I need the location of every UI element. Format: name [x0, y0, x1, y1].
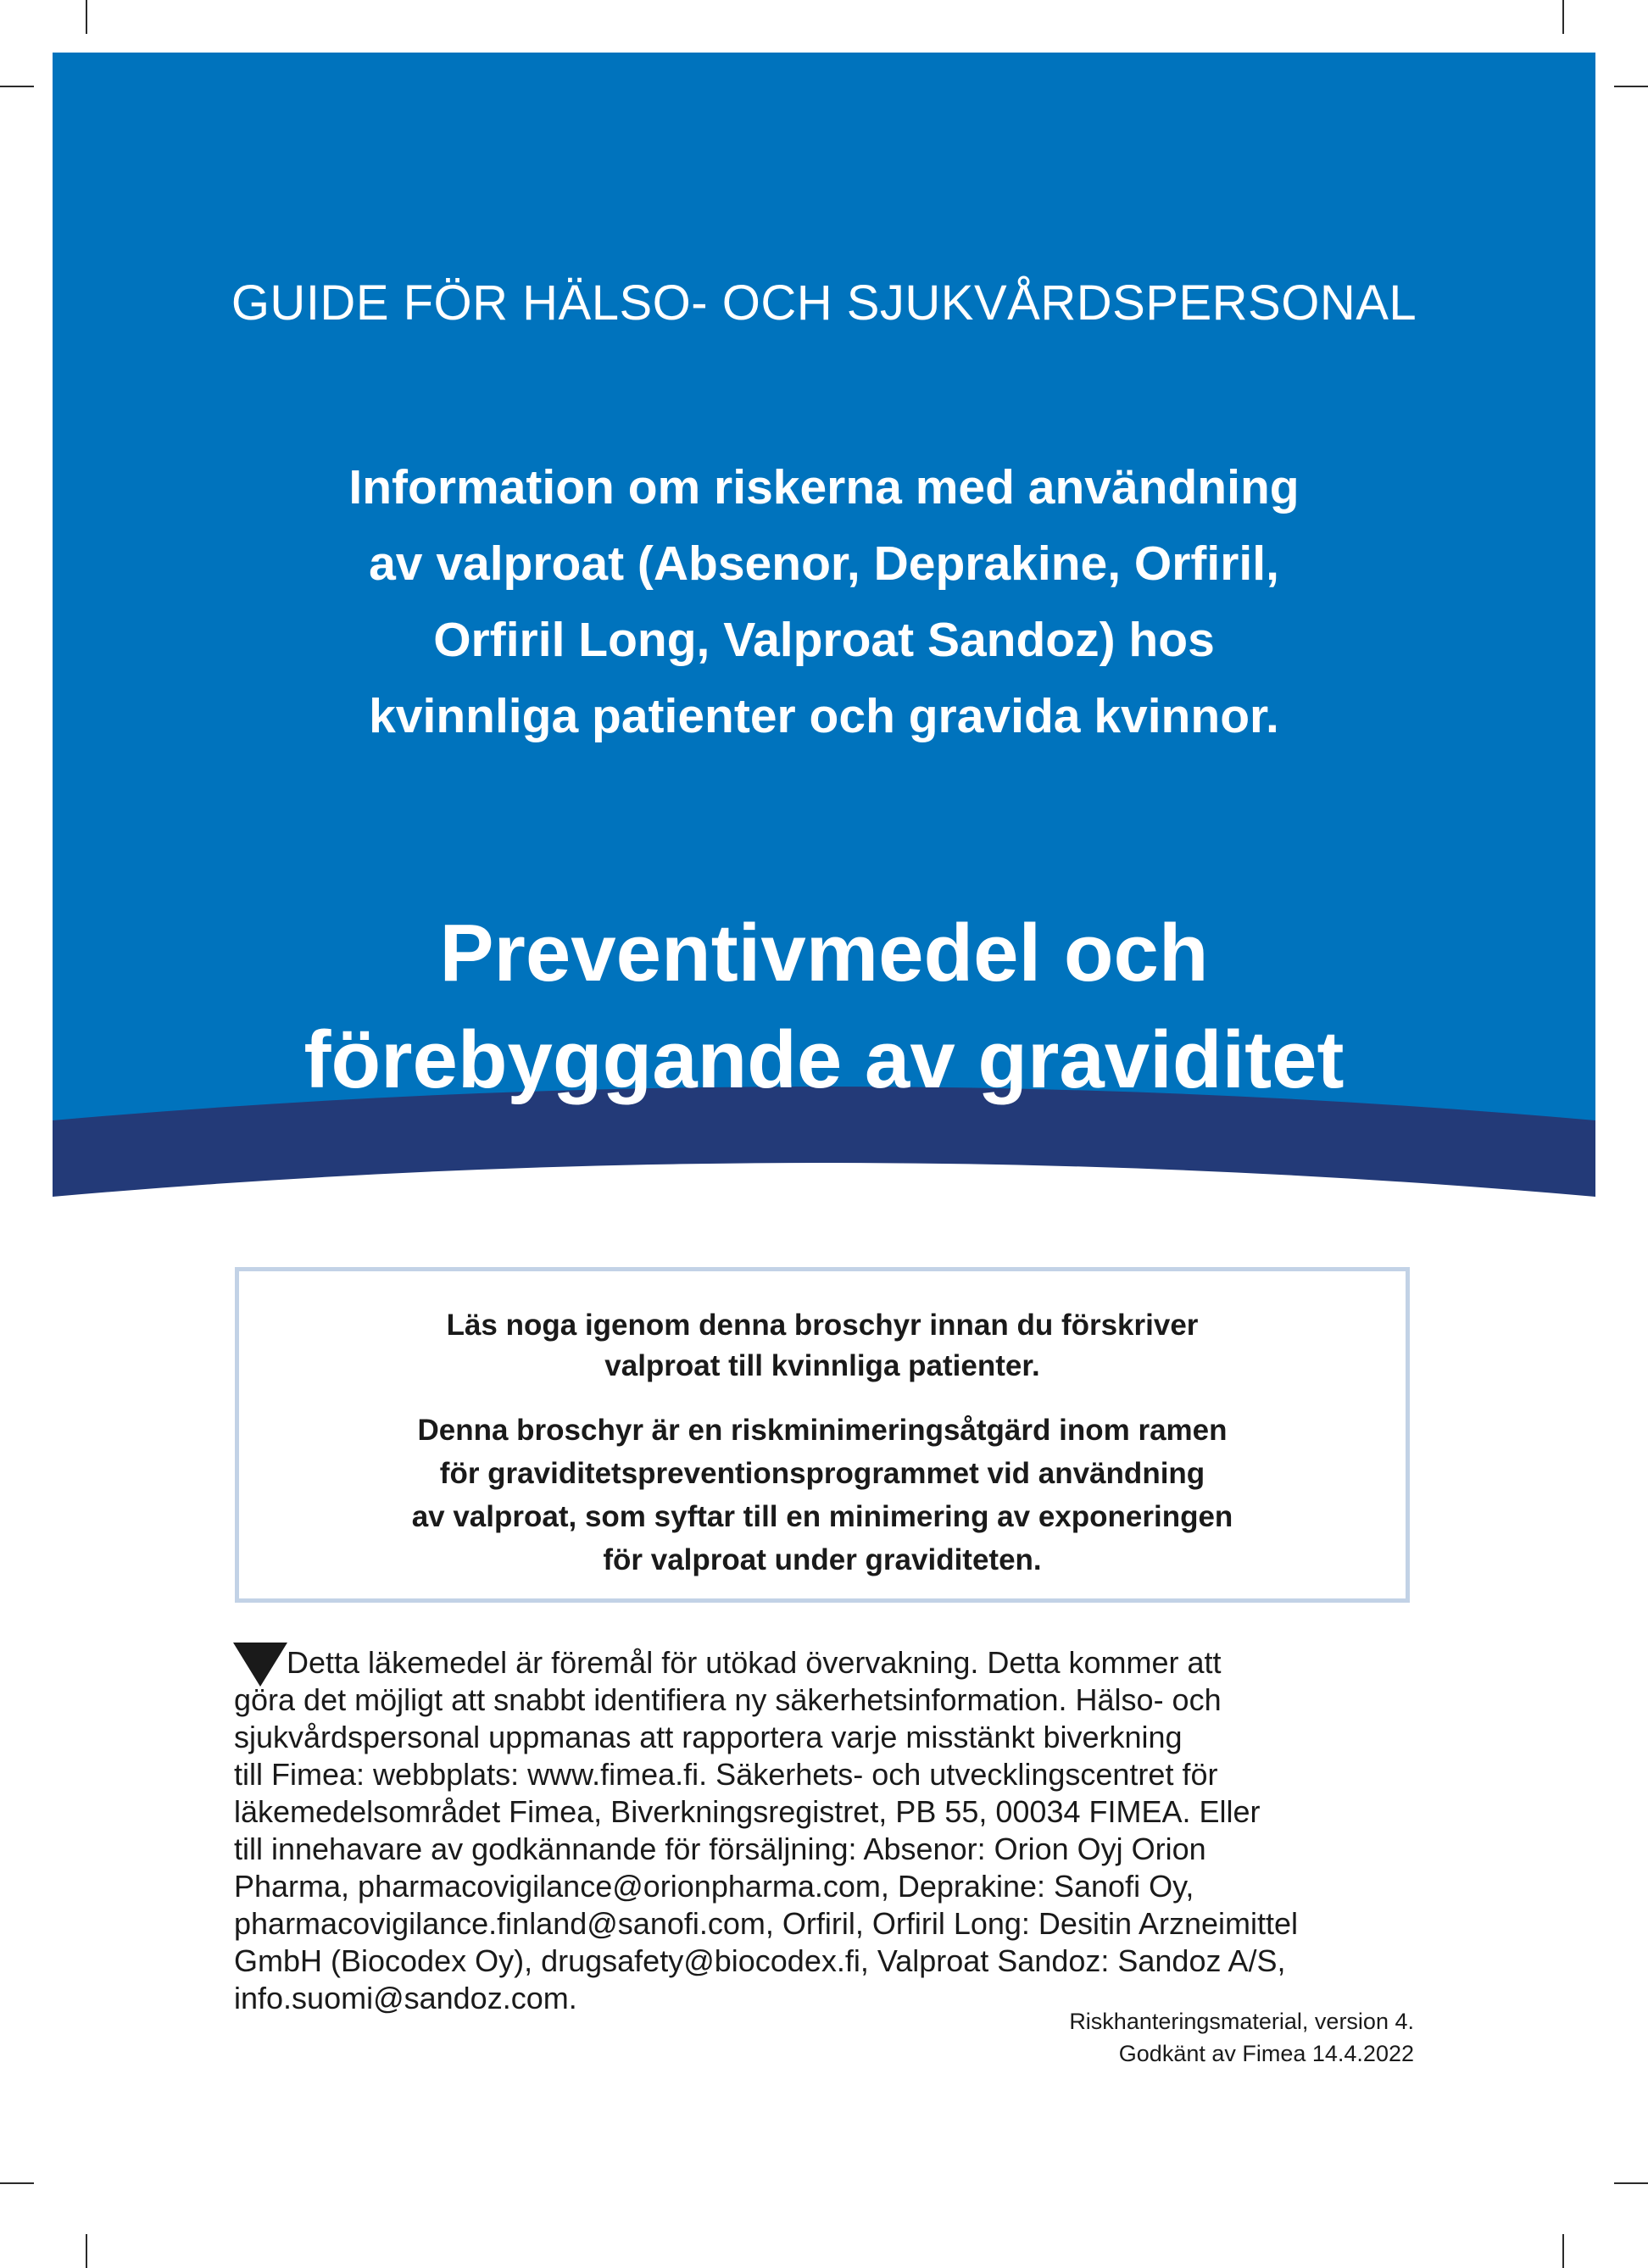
crop-mark: [1614, 86, 1648, 87]
crop-mark: [0, 86, 34, 87]
monitoring-line: läkemedelsområdet Fimea, Biverkningsregistret, PB 55, 00034 FIMEA. Eller: [234, 1794, 1261, 1829]
header-panel: [53, 53, 1595, 1197]
footer-meta: [1069, 2005, 1414, 2070]
main-title-line: Preventivmedel och: [439, 908, 1209, 998]
crop-mark: [0, 2182, 34, 2184]
monitoring-line: Pharma, pharmacovigilance@orionpharma.com, Deprakine: Sanofi Oy,: [234, 1869, 1194, 1904]
main-title: [103, 900, 1545, 1114]
crop-mark: [86, 2234, 87, 2268]
monitoring-line: info.suomi@sandoz.com.: [234, 1981, 577, 2015]
monitoring-line: till Fimea: webbplats: www.fimea.fi. Säkerhets- och utvecklingscentret för: [234, 1757, 1218, 1792]
monitoring-line: Detta läkemedel är föremål för utökad övervakning. Detta kommer att: [287, 1645, 1222, 1680]
monitoring-line: GmbH (Biocodex Oy), drugsafety@biocodex.fi, Valproat Sandoz: Sandoz A/S,: [234, 1943, 1286, 1978]
monitoring-text: [234, 1644, 1438, 2017]
notice-box: [235, 1267, 1410, 1603]
main-title-line: förebyggande av graviditet: [303, 1014, 1345, 1105]
notice-line: för valproat under graviditeten.: [603, 1543, 1042, 1576]
crop-mark: [86, 0, 87, 34]
monitoring-line: göra det möjligt att snabbt identifiera ny säkerhetsinformation. Hälso- och: [234, 1682, 1222, 1717]
notice-paragraph-1: [239, 1305, 1406, 1387]
notice-line: valproat till kvinnliga patienter.: [604, 1349, 1040, 1382]
info-title: [188, 449, 1460, 754]
info-title-line: Orfiril Long, Valproat Sandoz) hos: [433, 613, 1215, 667]
crop-mark: [1562, 0, 1564, 34]
notice-paragraph-2: [239, 1409, 1406, 1581]
info-title-line: Information om riskerna med användning: [348, 460, 1300, 514]
version-text: Riskhanteringsmaterial, version 4.: [1069, 2009, 1414, 2034]
monitoring-line: sjukvårdspersonal uppmanas att rapportera varje misstänkt biverkning: [234, 1720, 1183, 1754]
notice-line: av valproat, som syftar till en minimering av exponeringen: [411, 1500, 1233, 1533]
monitoring-line: till innehavare av godkännande för försäljning: Absenor: Orion Oyj Orion: [234, 1832, 1206, 1866]
monitoring-line: pharmacovigilance.finland@sanofi.com, Orfiril, Orfiril Long: Desitin Arzneimittel: [234, 1906, 1299, 1941]
guide-label: GUIDE FÖR HÄLSO- OCH SJUKVÅRDSPERSONAL: [231, 275, 1417, 331]
approval-text: Godkänt av Fimea 14.4.2022: [1118, 2041, 1414, 2066]
info-title-line: av valproat (Absenor, Deprakine, Orfiril,: [369, 536, 1279, 591]
notice-line: för graviditetspreventionsprogrammet vid användning: [439, 1457, 1205, 1490]
notice-line: Läs noga igenom denna broschyr innan du förskriver: [446, 1309, 1199, 1342]
crop-mark: [1614, 2182, 1648, 2184]
crop-mark: [1562, 2234, 1564, 2268]
info-title-line: kvinnliga patienter och gravida kvinnor.: [369, 689, 1279, 743]
notice-line: Denna broschyr är en riskminimeringsåtgärd inom ramen: [417, 1414, 1228, 1447]
